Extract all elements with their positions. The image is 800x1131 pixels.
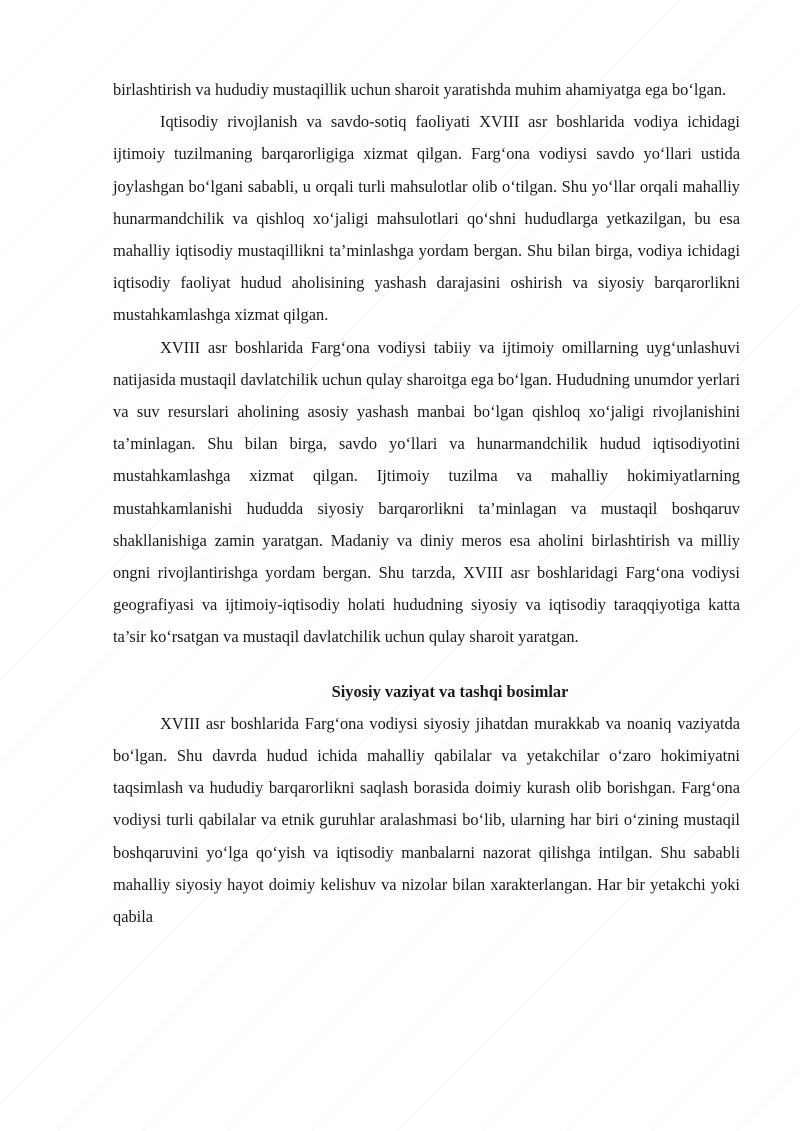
document-page [113, 74, 740, 933]
paragraph-economy: Iqtisodiy rivojlanish va savdo-sotiq faoliyati XVIII asr boshlarida vodiya ichidagi ijtimoiy tuzilmaning barqarorligiga xizmat qilgan. Farg‘ona vodiysi savdo yo‘llari ustida joylashgan bo‘lgani sababli, u orqali turli mahsulotlar olib o‘tilgan. Shu yo‘llar orqali mahalliy hunarmandchilik va qishloq xo‘jaligi mahsulotlari qo‘shni hududlarga yetkazilgan, bu esa mahalliy iqtisodiy mustaqillikni ta’minlashga yordam bergan. Shu bilan birga, vodiya ichidagi iqtisodiy faoliyat hudud aholisining yashash darajasini oshirish va siyosiy barqarorlikni mustahkamlashga xizmat qilgan. [113, 112, 740, 325]
section-heading: Siyosiy vaziyat va tashqi bosimlar [331, 681, 569, 701]
paragraph-political-situation: XVIII asr boshlarida Farg‘ona vodiysi siyosiy jihatdan murakkab va noaniq vaziyatda bo‘lgan. Shu davrda hudud ichida mahalliy qabilalar va yetakchilar o‘zaro hokimiyatni taqsimlash va hududiy barqarorlikni saqlash borasida doimiy kurash olib borishgan. Farg‘ona vodiysi turli qabilalar va etnik guruhlar aralashmasi bo‘lib, ularning har biri o‘zining mustaqil boshqaruvini yo‘lga qo‘yish va iqtisodiy manbalarni nazorat qilishga intilgan. Shu sababli mahalliy siyosiy hayot doimiy kelishuv va nizolar bilan xarakterlangan. Har bir yetakchi yoki qabila [113, 713, 740, 927]
paragraph-continuation: birlashtirish va hududiy mustaqillik uchun sharoit yaratishda muhim ahamiyatga ega bo‘lgan. [113, 80, 727, 99]
paragraph-conditions: XVIII asr boshlarida Farg‘ona vodiysi tabiiy va ijtimoiy omillarning uyg‘unlashuvi natijasida mustaqil davlatchilik uchun qulay sharoitga ega bo‘lgan. Hududning unumdor yerlari va suv resurslari aholining asosiy yashash manbai bo‘lgan qishloq xo‘jaligi rivojlanishini ta’minlagan. Shu bilan birga, savdo yo‘llari va hunarmandchilik hudud iqtisodiyotini mustahkamlashga xizmat qilgan. Ijtimoiy tuzilma va mahalliy hokimiyatlarning mustahkamlanishi hududda siyosiy barqarorlikni ta’minlagan va mustaqil boshqaruv shakllanishiga zamin yaratgan. Madaniy va diniy meros esa aholini birlashtirish va milliy ongni rivojlantirishga yordam bergan. Shu tarzda, XVIII asr boshlaridagi Farg‘ona vodiysi geografiyasi va ijtimoiy-iqtisodiy holati hududning siyosiy va iqtisodiy taraqqiyotiga katta ta’sir ko‘rsatgan va mustaqil davlatchilik uchun qulay sharoit yaratgan. [113, 337, 740, 647]
